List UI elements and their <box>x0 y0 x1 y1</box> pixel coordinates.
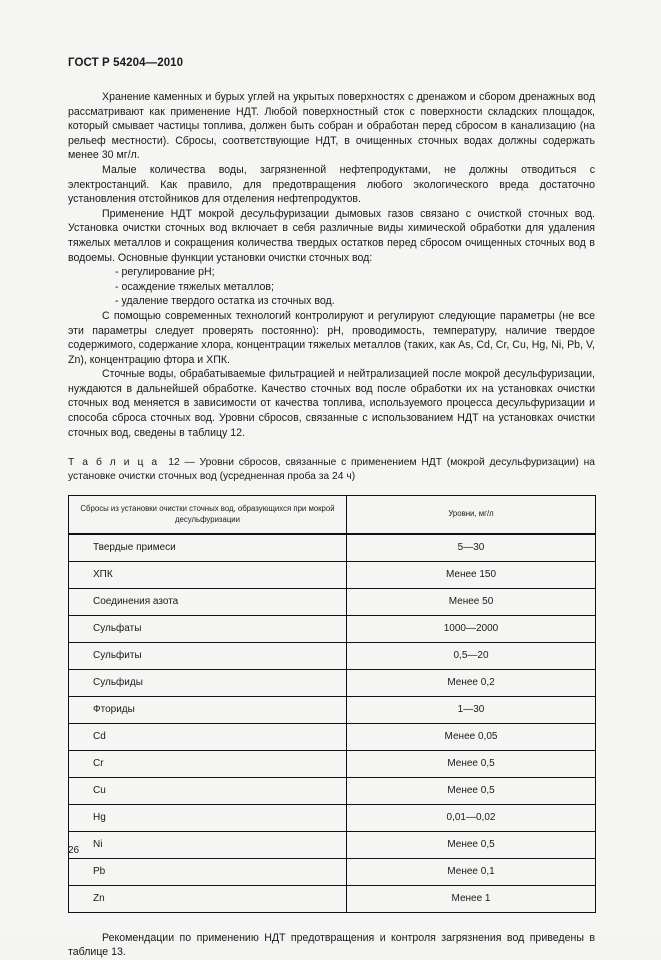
cell-parameter-name: ХПК <box>69 561 347 588</box>
table-body <box>69 534 596 913</box>
cell-parameter-name: Zn <box>69 885 347 912</box>
cell-parameter-value: Менее 50 <box>347 588 596 615</box>
cell-parameter-name: Cu <box>69 777 347 804</box>
page-number: 26 <box>68 845 80 856</box>
cell-parameter-value: 0,01—0,02 <box>347 804 596 831</box>
cell-parameter-name: Твердые примеси <box>69 534 347 562</box>
document-header: ГОСТ Р 54204—2010 <box>68 57 184 69</box>
cell-parameter-value: Менее 0,5 <box>347 831 596 858</box>
paragraph-monitored-parameters: С помощью современных технологий контролируют и регулируют следующие параметры (не все эти параметры следует проверять постоянно): pH, проводимость, температуру, наличие твердое содержимого, содержание хлора, концентрации тяжелых металлов (таких, как As, Cd, Cr, Cu, Hg, Ni, Pb, V, Zn), концентрацию фтора и ХПК. <box>68 309 595 366</box>
cell-parameter-name: Pb <box>69 858 347 885</box>
page-content <box>68 56 595 960</box>
column-header-discharges: Сбросы из установки очистки сточных вод, образующихся при мокрой десульфуризации <box>69 495 347 534</box>
cell-parameter-name: Cd <box>69 723 347 750</box>
table-row <box>69 561 596 588</box>
bullet-solid-residue-removal: - удаление твердого остатка из сточных вод. <box>115 295 335 308</box>
table-header-row <box>69 495 596 534</box>
cell-parameter-name: Фториды <box>69 696 347 723</box>
column-header-levels: Уровни, мг/л <box>347 495 596 534</box>
cell-parameter-value: Менее 0,5 <box>347 750 596 777</box>
paragraph-small-water-volumes: Малые количества воды, загрязненной нефтепродуктами, не должны отводиться с электростанций. Как правило, для предотвращения любого экологического вреда достаточно установления отстойников для отделения нефтепродуктов. <box>68 163 595 206</box>
cell-parameter-value: Менее 150 <box>347 561 596 588</box>
cell-parameter-name: Cr <box>69 750 347 777</box>
cell-parameter-name: Сульфаты <box>69 615 347 642</box>
paragraph-wastewater-quality: Сточные воды, обрабатываемые фильтрацией и нейтрализацией после мокрой десульфуризации, нуждаются в дальнейшей обработке. Качество сточных вод после обработки их на установках очистки сточных вод меняется в зависимости от качества топлива, используемого процесса десульфуризации и способа сброса сточных вод. Уровни сбросов, связанные с использованием НДТ на установках очистки сточных вод, сведены в таблицу 12. <box>68 368 595 439</box>
cell-parameter-value: 0,5—20 <box>347 642 596 669</box>
table-row <box>69 750 596 777</box>
paragraph-recommendations: Рекомендации по применению НДТ предотвращения и контроля загрязнения вод приведены в таблице 13. <box>68 931 595 959</box>
cell-parameter-value: Менее 1 <box>347 885 596 912</box>
paragraph-storage-coal: Хранение каменных и бурых углей на укрытых поверхностях с дренажом и сбором дренажных вод рассматривают как применение НДТ. Любой поверхностный сток с поверхности складских площадок, который смывает частицы топлива, должен быть собран и обработан перед сбросом в канализацию (на рельеф местности). Сбросы, соответствующие НДТ, в очищенных сточных водах должны содержать менее 30 мг/л. <box>68 91 595 162</box>
cell-parameter-value: Менее 0,5 <box>347 777 596 804</box>
table-caption-text: 12 — Уровни сбросов, связанные с применением НДТ (мокрой десульфуризации) на установке очистки сточных вод (усредненная проба за 24 ч) <box>68 457 595 483</box>
cell-parameter-name: Сульфиды <box>69 669 347 696</box>
table-caption <box>68 456 595 484</box>
table-row <box>69 858 596 885</box>
table-row <box>69 831 596 858</box>
table-caption-label: Т а б л и ц а <box>68 457 159 469</box>
table-row <box>69 669 596 696</box>
table-row <box>69 696 596 723</box>
cell-parameter-name: Ni <box>69 831 347 858</box>
cell-parameter-name: Соединения азота <box>69 588 347 615</box>
table-row <box>69 723 596 750</box>
table-row <box>69 642 596 669</box>
bullet-ph-regulation: - регулирование pH; <box>115 266 215 279</box>
table-row <box>69 777 596 804</box>
bullet-heavy-metal-precipitation: - осаждение тяжелых металлов; <box>115 280 274 293</box>
table-row <box>69 804 596 831</box>
cell-parameter-value: 5—30 <box>347 534 596 562</box>
cell-parameter-value: Менее 0,2 <box>347 669 596 696</box>
cell-parameter-value: Менее 0,1 <box>347 858 596 885</box>
cell-parameter-value: Менее 0,05 <box>347 723 596 750</box>
cell-parameter-name: Hg <box>69 804 347 831</box>
cell-parameter-value: 1000—2000 <box>347 615 596 642</box>
table-row <box>69 588 596 615</box>
cell-parameter-name: Сульфиты <box>69 642 347 669</box>
table-row <box>69 534 596 562</box>
paragraph-wet-desulfurization: Применение НДТ мокрой десульфуризации дымовых газов связано с очисткой сточных вод. Установка очистки сточных вод включает в себя различные виды химической обработки для удаления тяжелых металлов и сокращения количества твердых остатков перед сбросом очищенных сточных вод в водоемы. Основные функции установки очистки сточных вод: <box>68 207 595 264</box>
emission-levels-table <box>68 495 596 913</box>
table-row <box>69 615 596 642</box>
cell-parameter-value: 1—30 <box>347 696 596 723</box>
table-row <box>69 885 596 912</box>
